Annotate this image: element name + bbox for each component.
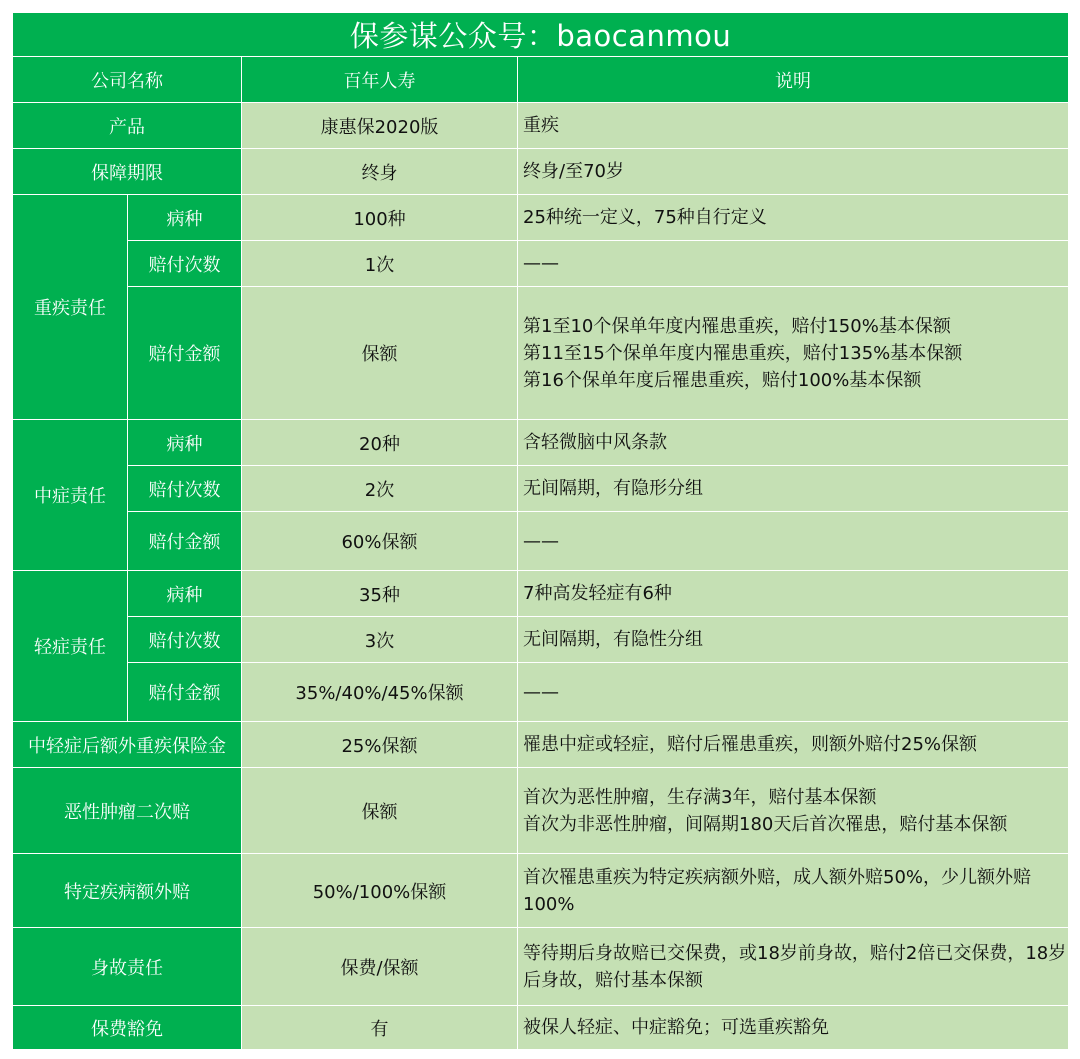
row-value: 保额 bbox=[242, 287, 518, 420]
table-row bbox=[13, 287, 1069, 420]
company-name-label: 公司名称 bbox=[13, 57, 242, 103]
group-label-moderate: 中症责任 bbox=[13, 420, 128, 571]
table-row bbox=[13, 571, 1069, 617]
sub-label: 赔付次数 bbox=[128, 617, 242, 663]
row-description: 7种高发轻症有6种 bbox=[518, 571, 1069, 617]
page-title: 保参谋公众号：baocanmou bbox=[13, 13, 1069, 57]
row-value: 50%/100%保额 bbox=[242, 854, 518, 928]
row-description: 无间隔期，有隐性分组 bbox=[518, 617, 1069, 663]
row-description: 罹患中症或轻症，赔付后罹患重疾，则额外赔付25%保额 bbox=[518, 722, 1069, 768]
row-label: 恶性肿瘤二次赔 bbox=[13, 768, 242, 854]
row-label: 保费豁免 bbox=[13, 1006, 242, 1050]
description-line: 第1至10个保单年度内罹患重疾，赔付150%基本保额 bbox=[523, 315, 951, 337]
row-description: 25种统一定义，75种自行定义 bbox=[518, 195, 1069, 241]
sub-label: 病种 bbox=[128, 571, 242, 617]
row-value: 保费/保额 bbox=[242, 928, 518, 1006]
sub-label: 赔付次数 bbox=[128, 466, 242, 512]
row-value: 有 bbox=[242, 1006, 518, 1050]
row-value: 康惠保2020版 bbox=[242, 103, 518, 149]
insurance-comparison-table bbox=[12, 12, 1069, 1050]
row-label: 保障期限 bbox=[13, 149, 242, 195]
row-value: 1次 bbox=[242, 241, 518, 287]
row-description: 重疾 bbox=[518, 103, 1069, 149]
row-description: 含轻微脑中风条款 bbox=[518, 420, 1069, 466]
row-value: 35%/40%/45%保额 bbox=[242, 663, 518, 722]
table-row bbox=[13, 241, 1069, 287]
sub-label: 病种 bbox=[128, 195, 242, 241]
table-row bbox=[13, 466, 1069, 512]
table-row bbox=[13, 617, 1069, 663]
description-line: 第11至15个保单年度内罹患重疾，赔付135%基本保额 bbox=[523, 342, 963, 364]
row-label: 特定疾病额外赔 bbox=[13, 854, 242, 928]
sub-label: 赔付金额 bbox=[128, 287, 242, 420]
row-description bbox=[518, 287, 1069, 420]
row-value: 20种 bbox=[242, 420, 518, 466]
row-value: 100种 bbox=[242, 195, 518, 241]
row-description: 被保人轻症、中症豁免；可选重疾豁免 bbox=[518, 1006, 1069, 1050]
description-line: 首次为非恶性肿瘤，间隔期180天后首次罹患，赔付基本保额 bbox=[523, 813, 1008, 835]
title-row bbox=[13, 13, 1069, 57]
row-value: 终身 bbox=[242, 149, 518, 195]
row-description: 无间隔期，有隐形分组 bbox=[518, 466, 1069, 512]
row-value: 2次 bbox=[242, 466, 518, 512]
row-description: —— bbox=[518, 241, 1069, 287]
header-row bbox=[13, 57, 1069, 103]
row-label: 中轻症后额外重疾保险金 bbox=[13, 722, 242, 768]
table-row bbox=[13, 1006, 1069, 1050]
row-value: 保额 bbox=[242, 768, 518, 854]
row-value: 35种 bbox=[242, 571, 518, 617]
table-row bbox=[13, 420, 1069, 466]
table-row bbox=[13, 768, 1069, 854]
table-row bbox=[13, 195, 1069, 241]
table-row bbox=[13, 663, 1069, 722]
company-name-value: 百年人寿 bbox=[242, 57, 518, 103]
row-label: 身故责任 bbox=[13, 928, 242, 1006]
description-line: 首次为恶性肿瘤，生存满3年，赔付基本保额 bbox=[523, 786, 877, 808]
table-row bbox=[13, 928, 1069, 1006]
row-description: —— bbox=[518, 512, 1069, 571]
sub-label: 赔付金额 bbox=[128, 512, 242, 571]
table-row bbox=[13, 722, 1069, 768]
row-description: 等待期后身故赔已交保费，或18岁前身故，赔付2倍已交保费，18岁后身故，赔付基本保额 bbox=[518, 928, 1069, 1006]
table-row bbox=[13, 103, 1069, 149]
row-description: 终身/至70岁 bbox=[518, 149, 1069, 195]
group-label-critical: 重疾责任 bbox=[13, 195, 128, 420]
table-row bbox=[13, 854, 1069, 928]
row-description bbox=[518, 768, 1069, 854]
row-description: —— bbox=[518, 663, 1069, 722]
description-line: 第16个保单年度后罹患重疾，赔付100%基本保额 bbox=[523, 369, 922, 391]
sub-label: 病种 bbox=[128, 420, 242, 466]
description-header: 说明 bbox=[518, 57, 1069, 103]
table-row bbox=[13, 512, 1069, 571]
row-value: 25%保额 bbox=[242, 722, 518, 768]
row-description: 首次罹患重疾为特定疾病额外赔，成人额外赔50%，少儿额外赔100% bbox=[518, 854, 1069, 928]
comparison-table-wrapper bbox=[12, 12, 1068, 1050]
table-row bbox=[13, 149, 1069, 195]
sub-label: 赔付次数 bbox=[128, 241, 242, 287]
row-value: 3次 bbox=[242, 617, 518, 663]
sub-label: 赔付金额 bbox=[128, 663, 242, 722]
group-label-mild: 轻症责任 bbox=[13, 571, 128, 722]
row-label: 产品 bbox=[13, 103, 242, 149]
row-value: 60%保额 bbox=[242, 512, 518, 571]
